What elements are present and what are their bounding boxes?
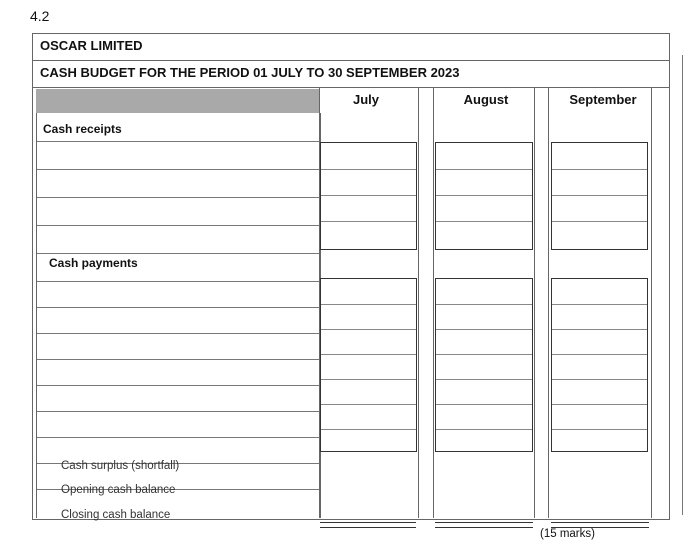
description-row[interactable] bbox=[37, 359, 320, 360]
september-receipts-entry[interactable] bbox=[551, 142, 648, 250]
description-column-header bbox=[36, 89, 319, 113]
cash-surplus-label: Cash surplus (shortfall) bbox=[61, 460, 180, 472]
title-divider bbox=[33, 60, 669, 61]
question-number: 4.2 bbox=[30, 8, 50, 24]
budget-title: CASH BUDGET FOR THE PERIOD 01 JULY TO 30 SEPTEMBER 2023 bbox=[40, 65, 460, 80]
page-margin-line bbox=[682, 55, 683, 515]
july-payments-entry[interactable] bbox=[320, 278, 417, 452]
september-header: September bbox=[569, 92, 637, 107]
july-header: July bbox=[352, 92, 379, 107]
opening-balance-label: Opening cash balance bbox=[61, 484, 176, 496]
company-name: OSCAR LIMITED bbox=[40, 38, 143, 53]
july-receipts-entry[interactable] bbox=[320, 142, 417, 250]
august-receipts-entry[interactable] bbox=[435, 142, 533, 250]
september-payments-entry[interactable] bbox=[551, 278, 648, 452]
marks-label: (15 marks) bbox=[540, 528, 595, 540]
description-row[interactable] bbox=[37, 437, 320, 438]
description-column bbox=[36, 113, 321, 518]
july-closing-double-underline bbox=[320, 522, 416, 528]
cash-receipts-label: Cash receipts bbox=[43, 122, 122, 136]
description-row[interactable] bbox=[37, 411, 320, 412]
description-row[interactable] bbox=[37, 225, 320, 226]
description-row[interactable] bbox=[37, 141, 320, 142]
description-row[interactable] bbox=[37, 333, 320, 334]
description-row[interactable] bbox=[37, 169, 320, 170]
cash-budget-table bbox=[32, 33, 670, 520]
cash-payments-label: Cash payments bbox=[49, 256, 138, 270]
august-closing-double-underline bbox=[435, 522, 533, 528]
august-payments-entry[interactable] bbox=[435, 278, 533, 452]
description-row[interactable] bbox=[37, 253, 320, 254]
closing-balance-label: Closing cash balance bbox=[61, 509, 171, 521]
august-header: August bbox=[463, 92, 509, 107]
description-row[interactable] bbox=[37, 385, 320, 386]
description-row[interactable] bbox=[37, 197, 320, 198]
description-row[interactable] bbox=[37, 281, 320, 282]
description-row[interactable] bbox=[37, 307, 320, 308]
